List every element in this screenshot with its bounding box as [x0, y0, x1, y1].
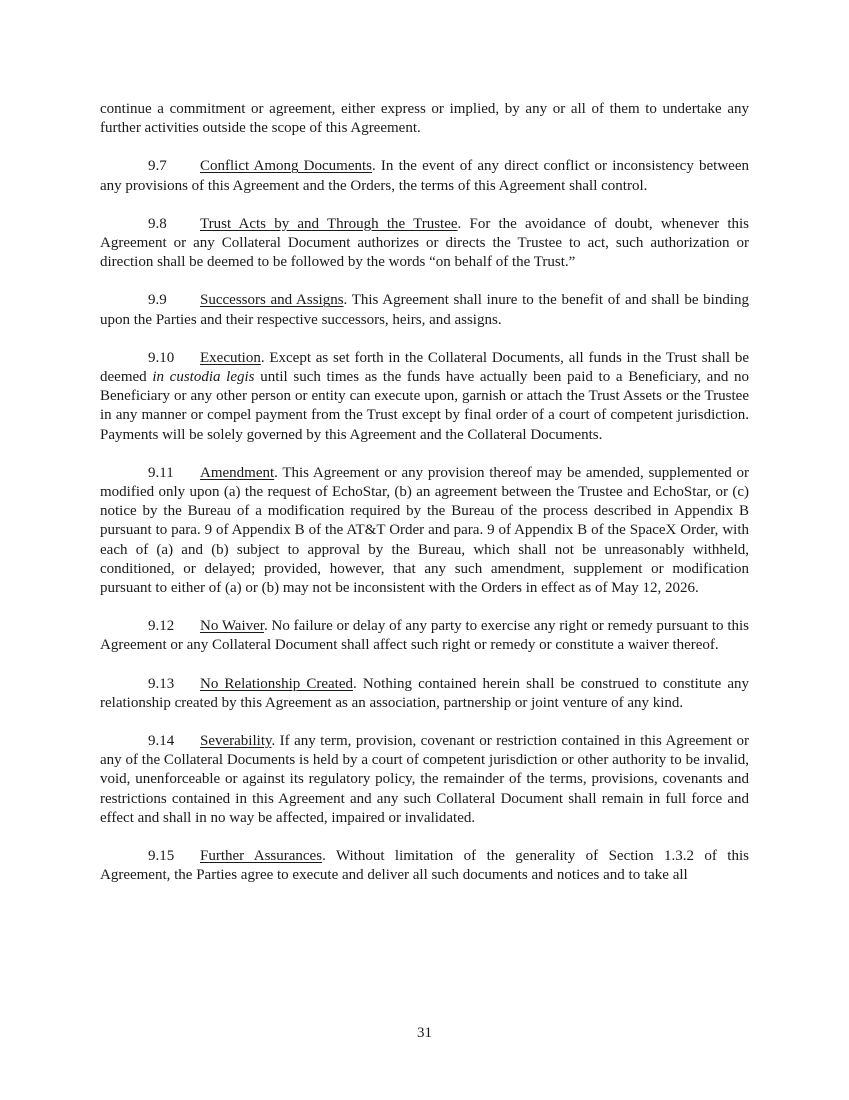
section-9-10: [100, 349, 749, 445]
section-body: . Without limitation of the generality of Section 1.3.2 of this Agreement, the Parties agree to execute and deliver all such documents and notices and to take all: [100, 848, 749, 884]
section-number: 9.8: [148, 215, 167, 232]
section-number: 9.12: [148, 618, 175, 635]
section-body: . In the event of any direct conflict or inconsistency between any provisions of this Agreement and the Orders, the terms of this Agreement shall control.: [100, 158, 749, 194]
section-heading: Further Assurances: [200, 848, 323, 865]
section-number: 9.10: [148, 349, 175, 366]
section-heading: No Waiver: [200, 618, 264, 635]
section-heading: Execution: [200, 349, 261, 366]
section-9-9: [100, 291, 749, 329]
section-9-13: [100, 675, 749, 713]
section-body-italic: in custodia legis: [152, 369, 255, 386]
section-9-8: [100, 215, 749, 273]
section-9-14: [100, 732, 749, 828]
document-page: [100, 100, 749, 905]
section-9-15: [100, 847, 749, 885]
section-body: . This Agreement shall inure to the benefit of and shall be binding upon the Parties and their respective successors, heirs, and assigns.: [100, 292, 750, 328]
section-9-12: [100, 617, 749, 655]
section-9-11: [100, 464, 749, 598]
section-heading: Trust Acts by and Through the Trustee: [200, 215, 458, 232]
section-heading: No Relationship Created: [200, 675, 353, 692]
section-heading: Conflict Among Documents: [200, 158, 372, 175]
section-body: . If any term, provision, covenant or restriction contained in this Agreement or any of the Collateral Documents is held by a court of competent jurisdiction or other authority to be invalid, void, unenforceable or against its regulatory policy, the remainder of the terms, provisions, covenants and restrictions contained in this Agreement and any such Collateral Document shall remain in full force and effect and shall in no way be affected, impaired or invalidated.: [100, 733, 749, 826]
section-number: 9.11: [148, 464, 174, 481]
section-body: . For the avoidance of doubt, whenever this Agreement or any Collateral Document authorizes or directs the Trustee to act, such authorization or direction shall be deemed to be followed by the words “on behalf of the Trust.”: [100, 215, 749, 271]
section-body: . Except as set forth in the Collateral Documents, all funds in the Trust shall be deemed: [100, 349, 749, 386]
section-body: . Nothing contained herein shall be construed to constitute any relationship created by this Agreement as an association, partnership or joint venture of any kind.: [100, 675, 749, 711]
section-heading: Successors and Assigns: [200, 292, 344, 309]
section-number: 9.9: [148, 292, 167, 309]
section-number: 9.15: [148, 848, 175, 865]
section-body-continued: until such times as the funds have actually been paid to a Beneficiary, and no Beneficiary or any other person or entity can execute upon, garnish or attach the Trust Assets or the Trustee in any manner or compel payment from the Trust except by final order of a court of competent jurisdiction. Payments will be solely governed by this Agreement and the Collateral Documents.: [100, 369, 749, 443]
section-number: 9.13: [148, 675, 175, 692]
section-heading: Severability: [200, 733, 272, 750]
section-9-7: [100, 157, 749, 195]
section-body: . This Agreement or any provision thereof may be amended, supplemented or modified only upon (a) the request of EchoStar, (b) an agreement between the Trustee and EchoStar, or (c) notice by the Bureau of a modification required by the Bureau of the process described in Appendix B pursuant to para. 9 of Appendix B of the AT&T Order and para. 9 of Appendix B of the SpaceX Order, with each of (a) and (b) subject to approval by the Bureau, which shall not be unreasonably withheld, conditioned, or delayed; provided, however, that any such amendment, supplement or modification pursuant to either of (a) or (b) may not be inconsistent with the Orders in effect as of May 12, 2026.: [100, 464, 749, 597]
section-number: 9.7: [148, 158, 167, 175]
section-number: 9.14: [148, 733, 175, 750]
section-heading: Amendment: [200, 464, 275, 481]
continuation-paragraph: continue a commitment or agreement, either express or implied, by any or all of them to undertake any further activities outside the scope of this Agreement.: [100, 101, 749, 137]
section-body: . No failure or delay of any party to exercise any right or remedy pursuant to this Agreement or any Collateral Document shall affect such right or remedy or constitute a waiver thereof.: [100, 618, 750, 654]
page-number: 31: [417, 1025, 432, 1041]
